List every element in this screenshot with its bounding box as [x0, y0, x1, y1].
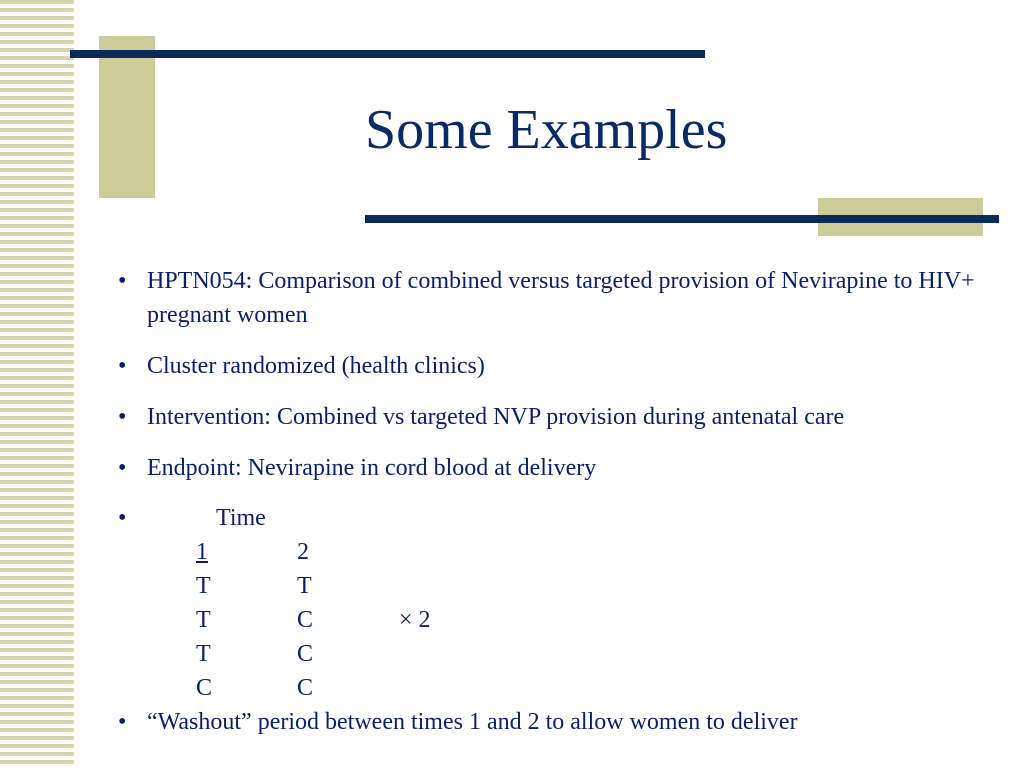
- time-label: • Time: [216, 505, 266, 531]
- design-cell: C: [297, 607, 314, 633]
- design-cell: T: [196, 641, 211, 667]
- bullet-item: • Cluster randomized (health clinics): [118, 349, 998, 383]
- design-cell: T: [196, 573, 211, 599]
- decorative-bar-bottom: [365, 215, 999, 223]
- bullet-list: [118, 264, 998, 739]
- design-cell: C: [297, 641, 314, 667]
- time-header-1: 1: [196, 539, 208, 565]
- striped-margin-decoration: [0, 0, 74, 768]
- time-header-2: 2: [297, 539, 309, 565]
- bullet-item: • Endpoint: Nevirapine in cord blood at delivery: [118, 451, 998, 485]
- design-cell: C: [196, 675, 213, 701]
- bullet-item: • “Washout” period between times 1 and 2 to allow women to deliver: [118, 705, 998, 739]
- decorative-block-top: [99, 36, 155, 198]
- design-cell: T: [196, 607, 211, 633]
- design-cell: C: [297, 675, 314, 701]
- bullet-item: • Intervention: Combined vs targeted NVP provision during antenatal care: [118, 400, 998, 434]
- decorative-bar-top: [70, 50, 705, 58]
- slide-title: Some Examples: [365, 99, 728, 161]
- bullet-item: • HPTN054: Comparison of combined versus targeted provision of Nevirapine to HIV+ pregnant women: [118, 264, 998, 332]
- time-header-row: [196, 535, 311, 569]
- design-bullet: [118, 501, 998, 705]
- multiplier-label: × 2: [399, 607, 431, 633]
- design-cell: T: [297, 573, 312, 599]
